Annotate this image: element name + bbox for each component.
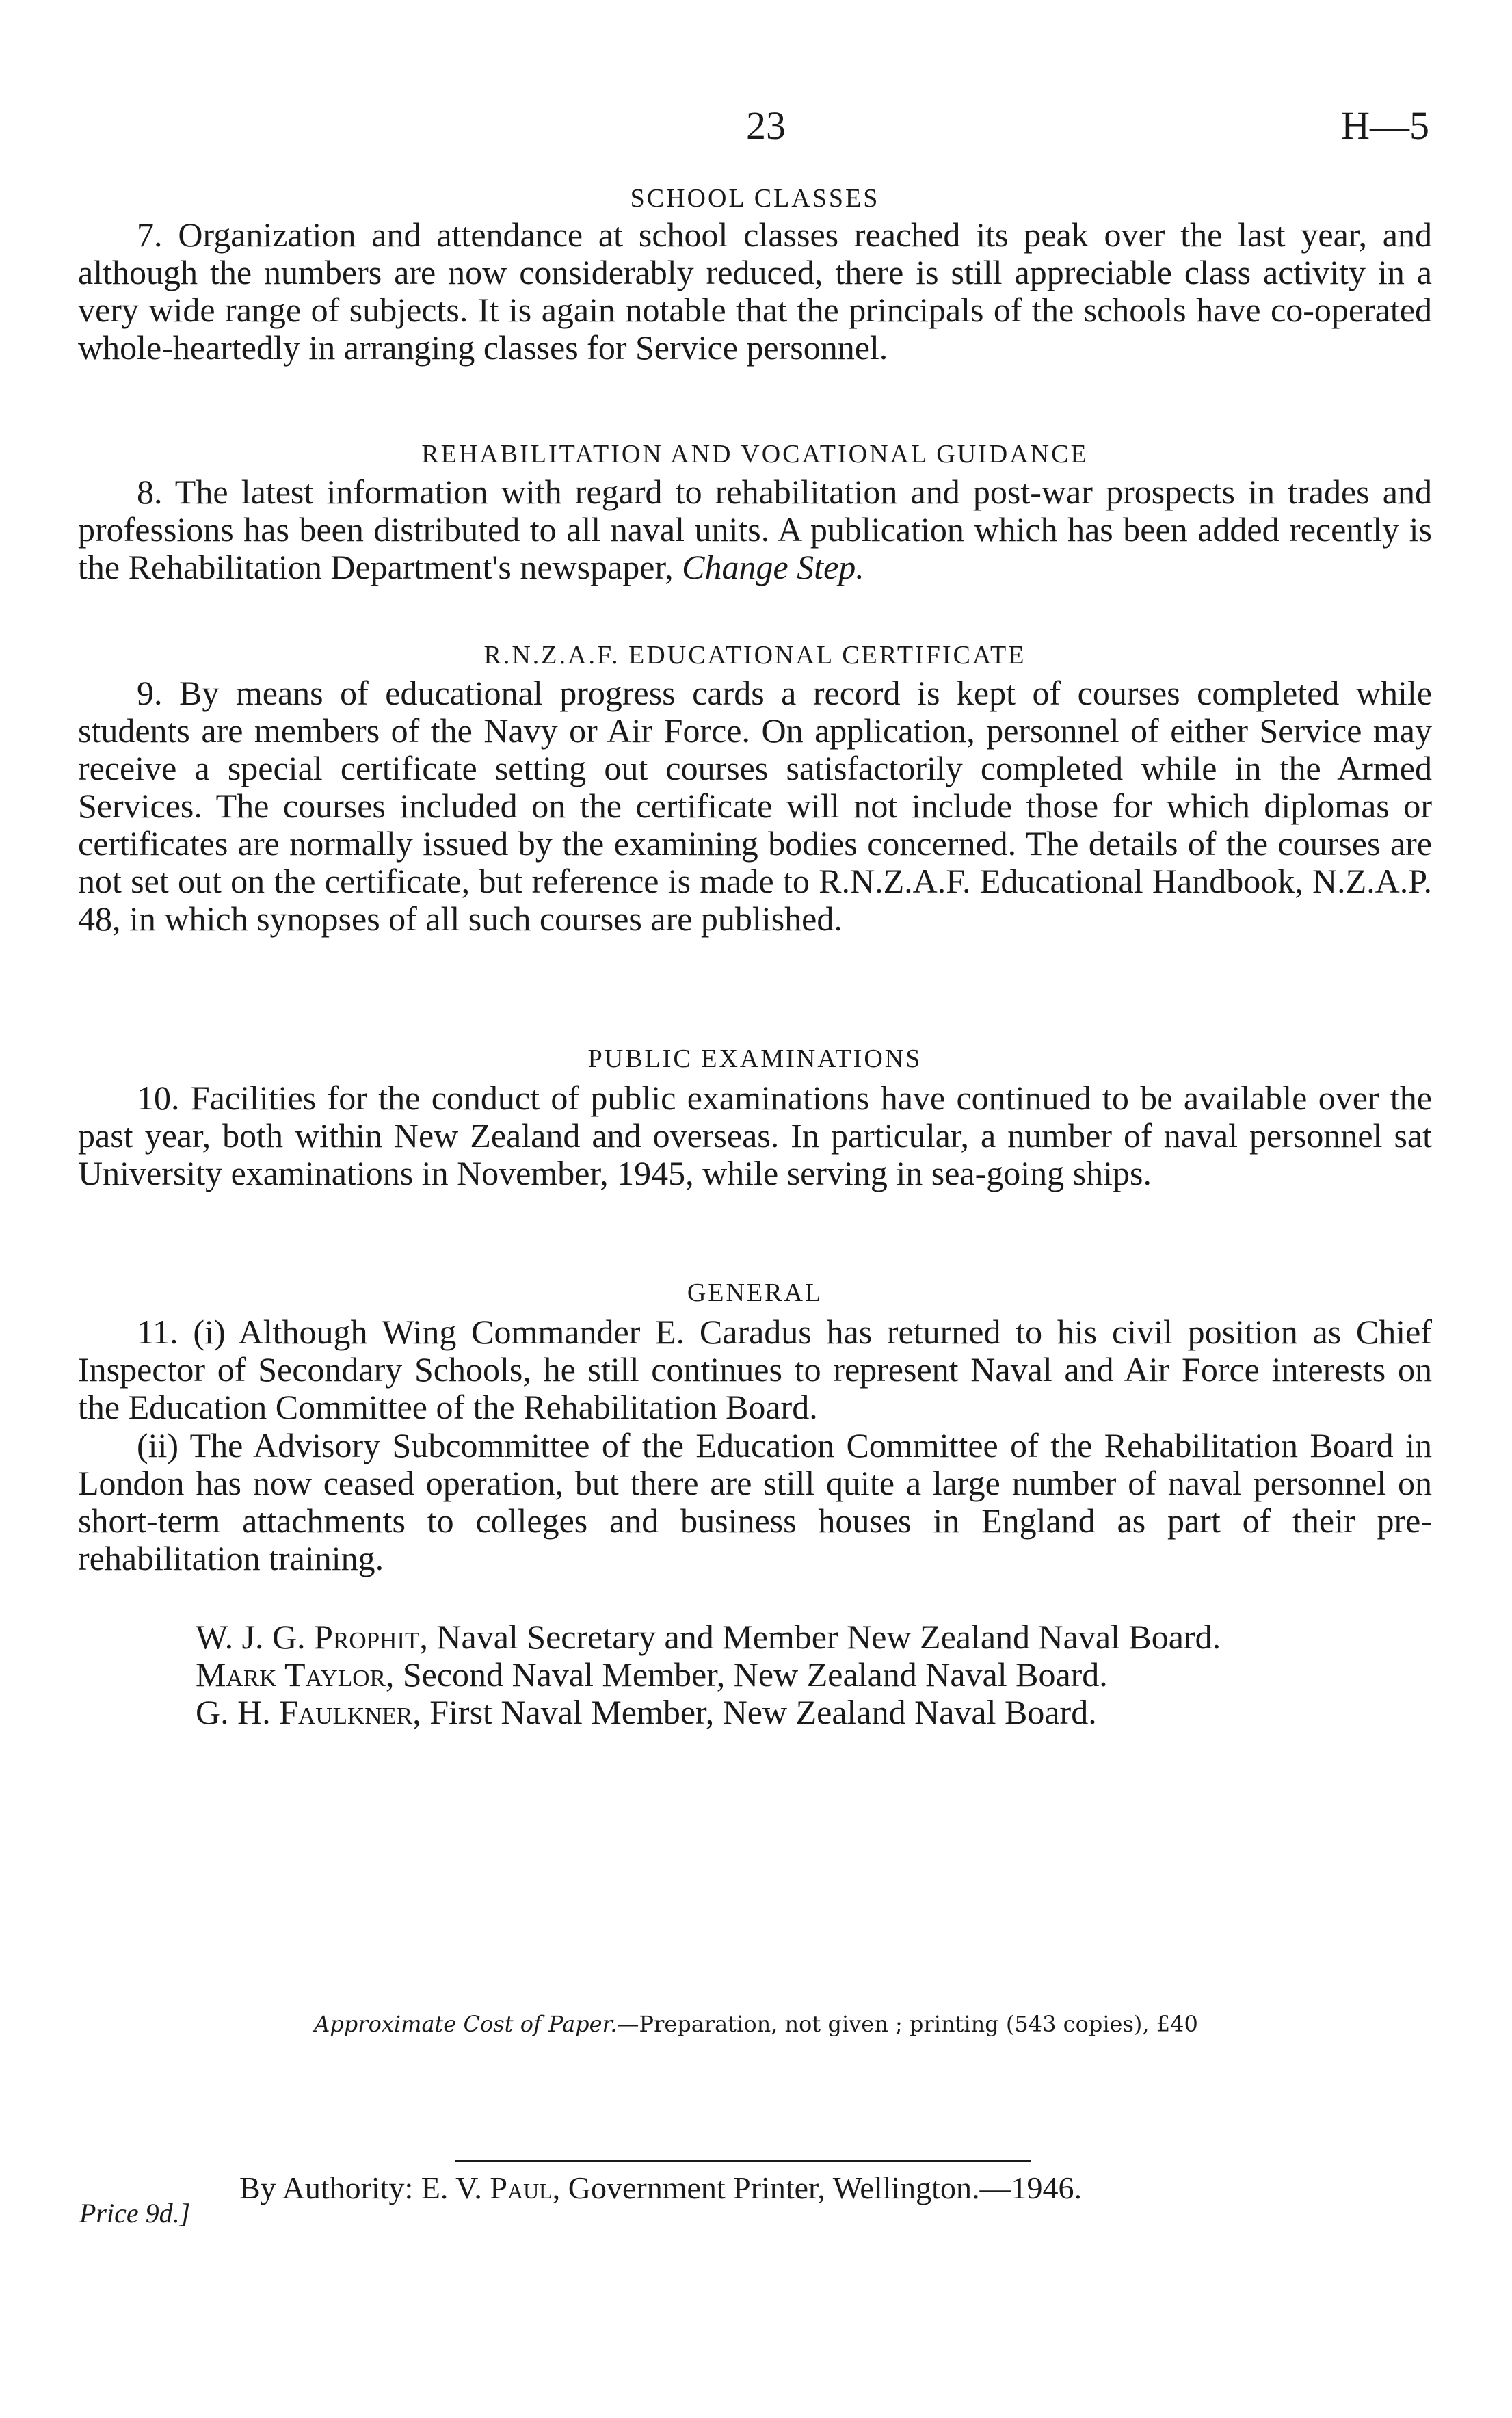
printer-surname: Paul xyxy=(490,2170,553,2205)
page-number: 23 xyxy=(746,103,786,148)
paragraph-9: 9. By means of educational progress cards a record is kept of courses completed while students are members of the Navy or Air Force. On application, personnel of either Service may receive a special certificate setting out courses satisfactorily completed while in the Armed Services. The courses included on the certificate will not include those for which diplomas or certificates are normally issued by the examining bodies concerned. The details of the courses are not set out on the certificate, but reference is made to R.N.Z.A.F. Educational Handbook, N.Z.A.P. 48, in which synopses of all such courses are published. xyxy=(78,674,1432,938)
section-heading-educational-certificate: R.N.Z.A.F. EDUCATIONAL CERTIFICATE xyxy=(483,641,1026,670)
cost-label: Approximate Cost of Paper. xyxy=(314,2011,618,2037)
authority-suffix: , Government Printer, Wellington.—1946. xyxy=(552,2170,1082,2205)
signatory-title: , Naval Secretary and Member New Zealand Naval Board. xyxy=(419,1618,1221,1656)
footer-rule xyxy=(455,2160,1031,2162)
section-heading-general: GENERAL xyxy=(687,1278,823,1307)
signatory-surname: Mark Taylor xyxy=(196,1655,386,1694)
section-heading-school-classes: SCHOOL CLASSES xyxy=(630,184,880,213)
section-heading-rehabilitation: REHABILITATION AND VOCATIONAL GUIDANCE xyxy=(421,440,1089,469)
section-heading-public-examinations: PUBLIC EXAMINATIONS xyxy=(587,1044,923,1073)
paragraph-11-i: 11. (i) Although Wing Commander E. Caradus has returned to his civil position as Chief Inspector of Secondary Schools, he still continues to represent Naval and Air Force interests on the Education Committee of the Rehabilitation Board. xyxy=(78,1313,1432,1426)
price: Price 9d.] xyxy=(79,2198,191,2229)
paragraph-8-text: 8. The latest information with regard to rehabilitation and post-war prospects in trades and professions has been distributed to all naval units. A publication which has been added recently is the Rehabilitation Department's newspaper, xyxy=(78,473,1432,586)
signatory-prophit xyxy=(196,1618,1427,1656)
document-reference: H—5 xyxy=(1341,103,1429,148)
signatory-initials: W. J. G. xyxy=(196,1618,315,1656)
signatory-taylor xyxy=(196,1656,1427,1694)
paragraph-11-ii: (ii) The Advisory Subcommittee of the Education Committee of the Rehabilitation Board in London has now ceased operation, but there are still quite a large number of naval personnel on short-term attachments to colleges and business houses in England as part of their pre-rehabilitation training. xyxy=(78,1426,1432,1577)
paragraph-7: 7. Organization and attendance at school classes reached its peak over the last year, and although the numbers are now considerably reduced, there is still appreciable class activity in a very wide range of subjects. It is again notable that the principals of the schools have co-operated whole-heartedly in arranging classes for Service personnel. xyxy=(78,215,1432,367)
signatory-surname: Prophit xyxy=(314,1618,420,1656)
authority-prefix: By Authority: E. V. xyxy=(239,2170,490,2205)
newspaper-title: Change Step. xyxy=(682,548,864,586)
signatory-title: , Second Naval Member, New Zealand Naval Board. xyxy=(385,1655,1108,1694)
paragraph-10: 10. Facilities for the conduct of public examinations have continued to be available over the past year, both within New Zealand and overseas. In particular, a number of naval personnel sat University examinations in November, 1945, while serving in sea-going ships. xyxy=(78,1079,1432,1192)
signatory-faulkner xyxy=(196,1694,1427,1731)
signatory-initials: G. H. xyxy=(196,1693,280,1731)
signatory-list xyxy=(196,1618,1427,1731)
printer-authority xyxy=(239,2170,1402,2206)
cost-text: —Preparation, not given ; printing (543 copies), £40 xyxy=(617,2011,1198,2037)
cost-of-paper xyxy=(0,2011,1512,2037)
paragraph-8 xyxy=(78,473,1432,586)
signatory-surname: Faulkner xyxy=(279,1693,413,1731)
signatory-title: , First Naval Member, New Zealand Naval Board. xyxy=(412,1693,1097,1731)
